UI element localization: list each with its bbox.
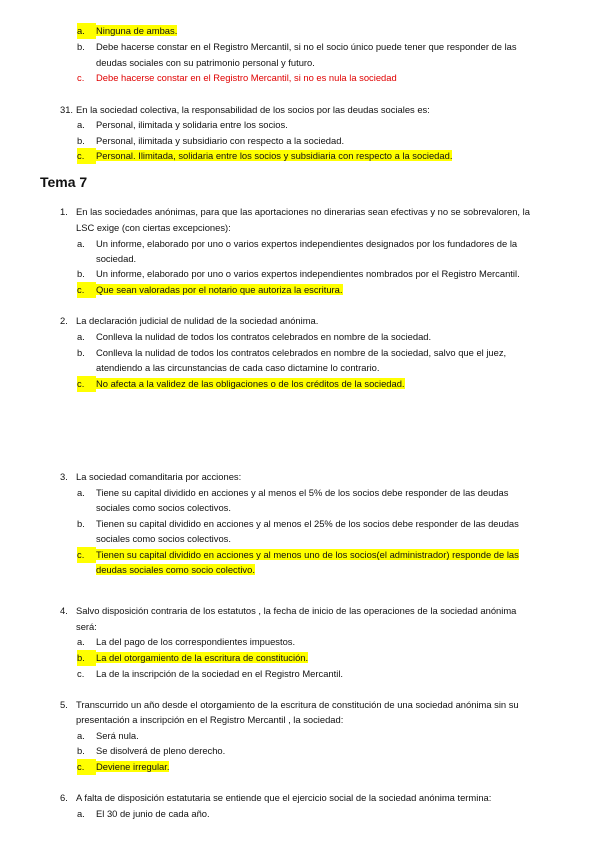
q5-option-b: b. Se disolverá de pleno derecho. <box>77 745 226 756</box>
q2-option-a: a. Conlleva la nulidad de todos los contratos celebrados en nombre de la sociedad. <box>77 331 432 342</box>
q1-question: 1. En las sociedades anónimas, para que las aportaciones no dinerarias sean efectivas y no se sobrevaloren, la <box>60 206 530 217</box>
q3-option-c-cont: deudas sociales como socio colectivo. <box>96 564 255 575</box>
q1-question-cont: LSC exige (con ciertas excepciones): <box>76 222 231 233</box>
q1-option-a: a. Un informe, elaborado por uno o varios expertos independientes designados por los fundadores de la <box>77 238 518 249</box>
q3-option-a-cont: sociales como socios colectivos. <box>96 502 231 513</box>
q3-option-c: c. Tienen su capital dividido en acciones y al menos uno de los socios(el administrador) responde de las <box>77 547 519 563</box>
q5-option-c: c. Deviene irregular. <box>77 759 169 775</box>
q1-option-a-cont: sociedad. <box>96 253 137 264</box>
q31-question: 31. En la sociedad colectiva, la responsabilidad de los socios por las deudas sociales es: <box>60 104 430 115</box>
q31-option-c: c. Personal. Ilimitada, solidaria entre los socios y subsidiaria con respecto a la sociedad. <box>77 148 452 164</box>
q3-option-b: b. Tienen su capital dividido en acciones y al menos el 25% de los socios debe responder de las deudas <box>77 518 519 529</box>
q2-question: 2. La declaración judicial de nulidad de la sociedad anónima. <box>60 315 319 326</box>
q31-option-b: b. Personal, ilimitada y subsidiario con respecto a la sociedad. <box>77 135 345 146</box>
q5-option-a: a. Será nula. <box>77 730 139 741</box>
q30-option-b: b. Debe hacerse constar en el Registro Mercantil, si no el socio único puede tener que responder de las <box>77 41 517 52</box>
q4-option-c: c. La de la inscripción de la sociedad en el Registro Mercantil. <box>77 668 344 679</box>
q4-question: 4. Salvo disposición contraria de los estatutos , la fecha de inicio de las operaciones de la sociedad anónima <box>60 605 517 616</box>
q6-option-a: a. El 30 de junio de cada año. <box>77 808 210 819</box>
q3-question: 3. La sociedad comanditaria por acciones: <box>60 471 242 482</box>
q2-option-c: c. No afecta a la validez de las obligaciones o de los créditos de la sociedad. <box>77 376 405 392</box>
q4-option-b: b. La del otorgamiento de la escritura de constitución. <box>77 650 308 666</box>
q5-question: 5. Transcurrido un año desde el otorgamiento de la escritura de constitución de una sociedad anónima sin su <box>60 699 519 710</box>
q1-option-b: b. Un informe, elaborado por uno o varios expertos independientes nombrados por el Registro Mercantil. <box>77 268 520 279</box>
q5-question-cont: presentación a inscripción en el Registro Mercantil , la sociedad: <box>76 714 344 725</box>
q30-option-c: c. Debe hacerse constar en el Registro Mercantil, si no es nula la sociedad <box>77 72 397 83</box>
section-title: Tema 7 <box>40 174 88 190</box>
q6-question: 6. A falta de disposición estatutaria se entiende que el ejercicio social de la sociedad anónima termina: <box>60 792 492 803</box>
q2-option-b: b. Conlleva la nulidad de todos los contratos celebrados en nombre de la sociedad, salvo que el juez, <box>77 347 507 358</box>
q4-question-cont: será: <box>76 621 97 632</box>
q3-option-a: a. Tiene su capital dividido en acciones y al menos el 5% de los socios debe responder de las deudas <box>77 487 509 498</box>
q30-option-b-cont: deudas sociales con su patrimonio personal y futuro. <box>96 57 315 68</box>
q31-option-a: a. Personal, ilimitada y solidaria entre los socios. <box>77 119 288 130</box>
q4-option-a: a. La del pago de los correspondientes impuestos. <box>77 636 296 647</box>
q1-option-c: c. Que sean valoradas por el notario que autoriza la escritura. <box>77 282 343 298</box>
q3-option-b-cont: sociales como socios colectivos. <box>96 533 231 544</box>
q30-option-a: a. Ninguna de ambas. <box>77 23 177 39</box>
q2-option-b-cont: atendiendo a las circunstancias de cada caso dictamine lo contrario. <box>96 362 380 373</box>
